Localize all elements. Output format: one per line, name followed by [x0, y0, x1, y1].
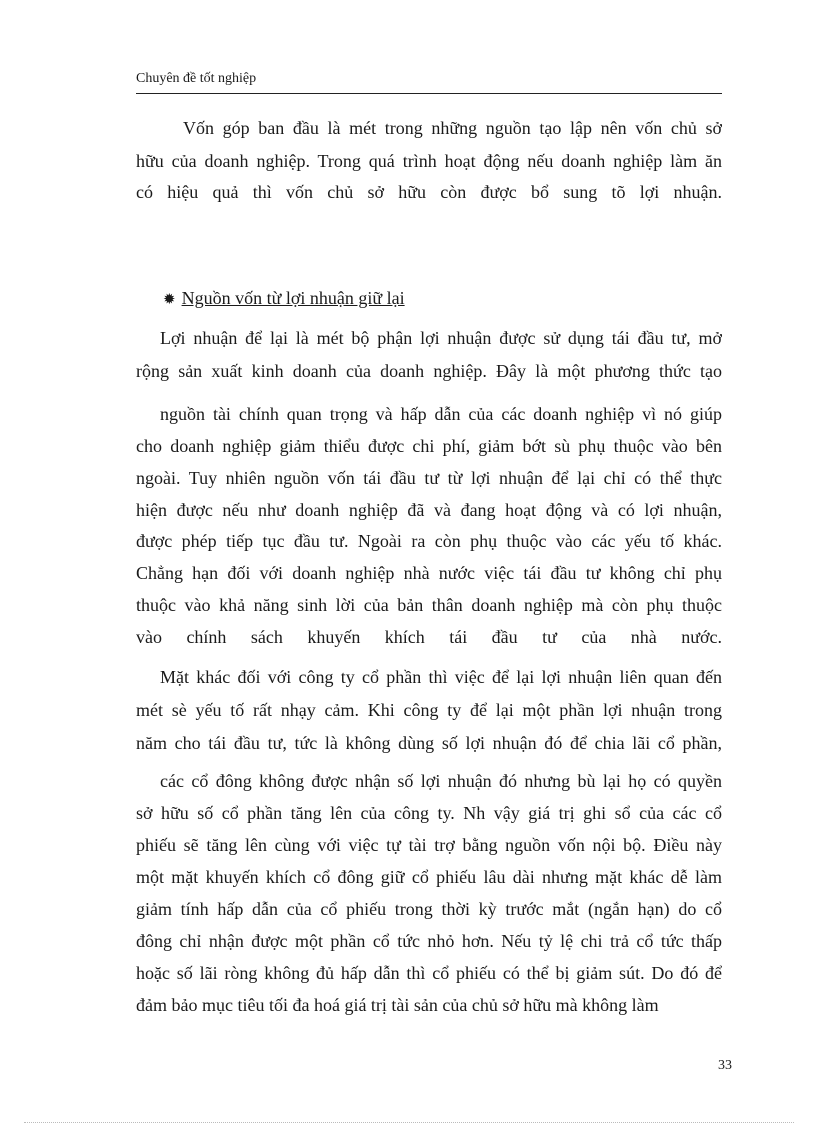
- burst-bullet-icon: ✹: [163, 292, 176, 308]
- text-line: giảm tính hấp dẫn của cổ phiếu trong thời kỳ trước mắt (ngắn hạn) do cổ: [136, 899, 722, 919]
- text-line: Vốn góp ban đầu là mét trong những nguồn tạo lập nên vốn chủ sở: [183, 118, 722, 138]
- text-line: Mặt khác đối với công ty cổ phần thì việc để lại lợi nhuận liên quan đến: [160, 667, 722, 687]
- text-line: mét sè yếu tố rất nhạy cảm. Khi công ty để lại một phần lợi nhuận trong: [136, 700, 722, 720]
- text-line: Lợi nhuận để lại là mét bộ phận lợi nhuận được sử dụng tái đầu tư, mở: [160, 328, 722, 348]
- text-line: các cổ đông không được nhận số lợi nhuận đó nhưng bù lại họ có quyền: [160, 771, 722, 791]
- text-line: nguồn tài chính quan trọng và hấp dẫn của các doanh nghiệp vì nó giúp: [160, 404, 722, 424]
- header-title: Chuyên đề tốt nghiệp: [136, 71, 257, 86]
- text-line: cho doanh nghiệp giảm thiểu được chi phí, giảm bớt sù phụ thuộc vào bên: [136, 436, 722, 456]
- running-header: [136, 71, 722, 94]
- text-line: hữu của doanh nghiệp. Trong quá trình hoạt động nếu doanh nghiệp làm ăn: [136, 151, 722, 171]
- page-number: 33: [718, 1058, 732, 1073]
- text-line: đảm bảo mục tiêu tối đa hoá giá trị tài sản của chủ sở hữu mà không làm: [136, 995, 659, 1015]
- text-line: năm cho tái đầu tư, tức là không dùng số lợi nhuận đó để chia lãi cổ phần,: [136, 733, 722, 753]
- text-line: ngoài. Tuy nhiên nguồn vốn tái đầu tư từ lợi nhuận để lại chỉ có thể thực: [136, 468, 722, 488]
- text-line: có hiệu quả thì vốn chủ sở hữu còn được bổ sung tõ lợi nhuận.: [136, 182, 722, 202]
- text-line: vào chính sách khuyến khích tái đầu tư của nhà nước.: [136, 627, 722, 647]
- text-line: thuộc vào khả năng sinh lời của bản thân doanh nghiệp mà còn phụ thuộc: [136, 595, 722, 615]
- section-heading: [163, 287, 405, 311]
- text-line: sở hữu số cổ phần tăng lên của công ty. Nh vậy giá trị ghi sổ của các cổ: [136, 803, 722, 823]
- text-line: một mặt khuyến khích cổ đông giữ cổ phiếu lâu dài nhưng mặt khác dễ làm: [136, 867, 722, 887]
- section-title: Nguồn vốn từ lợi nhuận giữ lại: [181, 288, 405, 308]
- text-line: rộng sản xuất kinh doanh của doanh nghiệp. Đây là một phương thức tạo: [136, 361, 722, 381]
- text-line: hoặc số lãi ròng không đủ hấp dẫn thì cổ phiếu có thể bị giảm sút. Do đó để: [136, 963, 722, 983]
- text-line: Chẳng hạn đối với doanh nghiệp nhà nước việc tái đầu tư không chỉ phụ: [136, 563, 722, 583]
- text-line: phiếu sẽ tăng lên cùng với việc tự tài trợ bằng nguồn vốn nội bộ. Điều này: [136, 835, 722, 855]
- text-line: được phép tiếp tục đầu tư. Ngoài ra còn phụ thuộc vào các yếu tố khác.: [136, 531, 722, 551]
- text-line: đông chỉ nhận được một phần cổ tức nhỏ hơn. Nếu tỷ lệ chi trả cổ tức thấp: [136, 931, 722, 951]
- text-line: hiện được nếu như doanh nghiệp đã và đang hoạt động và có lợi nhuận,: [136, 500, 722, 520]
